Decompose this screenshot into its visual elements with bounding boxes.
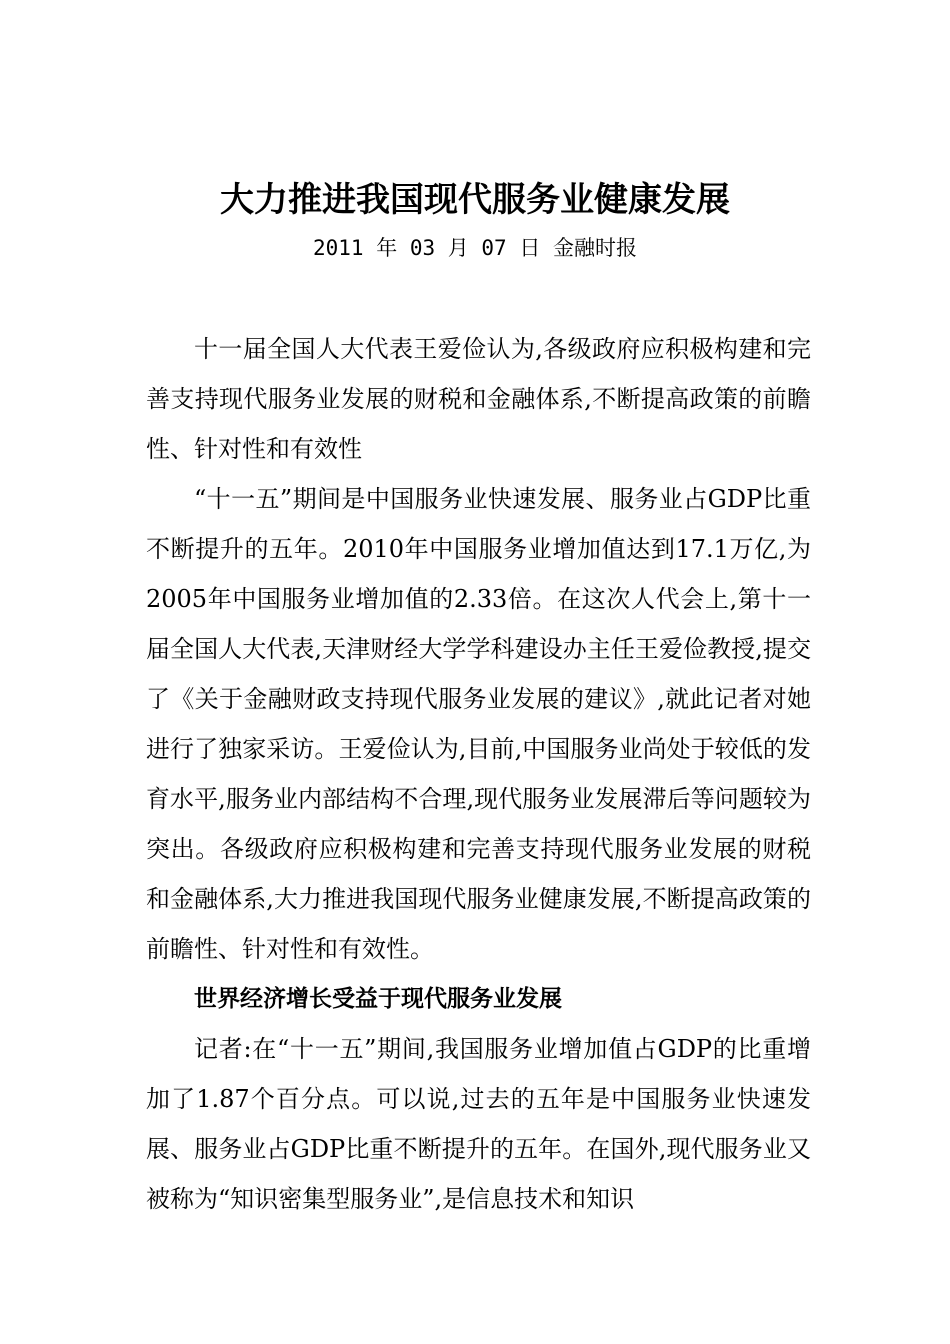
body-paragraph: “十一五”期间是中国服务业快速发展、服务业占GDP比重不断提升的五年。2010年中国服务业增加值达到17.1万亿,为2005年中国服务业增加值的2.33倍。在这次人代会上,第十一届全国人大代表,天津财经大学学科建设办主任王爱俭教授,提交了《关于金融财政支持现代服务业发展的建议》,就此记者对她进行了独家采访。王爱俭认为,目前,中国服务业尚处于较低的发育水平,服务业内部结构不合理,现代服务业发展滞后等问题较为突出。各级政府应积极构建和完善支持现代服务业发展的财税和金融体系,大力推进我国现代服务业健康发展,不断提高政策的前瞻性、针对性和有效性。 bbox=[146, 485, 811, 963]
body-paragraph: 记者:在“十一五”期间,我国服务业增加值占GDP的比重增加了1.87个百分点。可以说,过去的五年是中国服务业快速发展、服务业占GDP比重不断提升的五年。在国外,现代服务业又被称为“知识密集型服务业”,是信息技术和知识 bbox=[146, 1035, 811, 1213]
section-heading: 世界经济增长受益于现代服务业发展 bbox=[194, 986, 562, 1012]
article-body bbox=[146, 324, 811, 1224]
body-paragraph: 十一届全国人大代表王爱俭认为,各级政府应积极构建和完善支持现代服务业发展的财税和金融体系,不断提高政策的前瞻性、针对性和有效性 bbox=[146, 335, 811, 463]
article-title: 大力推进我国现代服务业健康发展 bbox=[220, 180, 730, 220]
article-byline: 2011 年 03 月 07 日 金融时报 bbox=[312, 236, 637, 260]
